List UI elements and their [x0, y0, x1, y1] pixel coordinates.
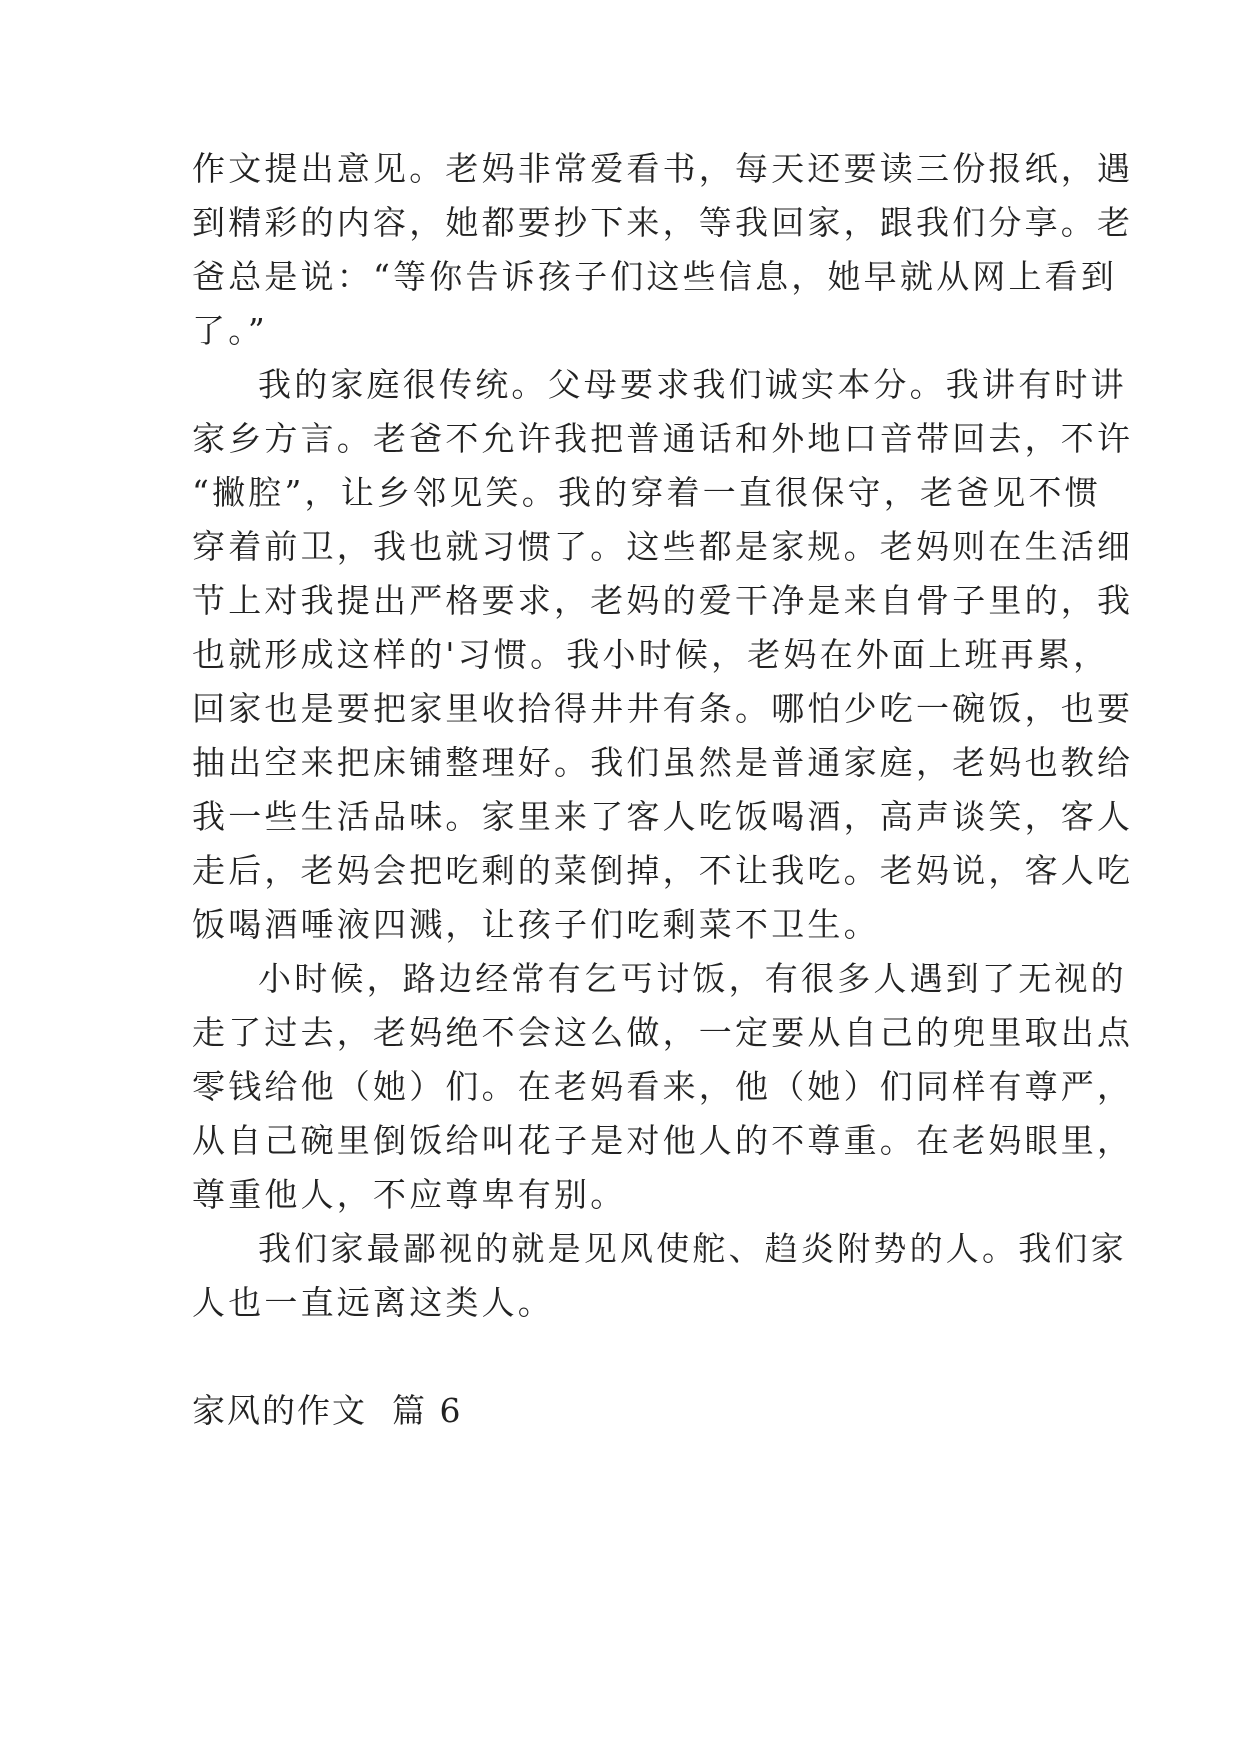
text-line: 爸总是说：“等你告诉孩子们这些信息，她早就从网上看到	[192, 257, 1118, 296]
text-line: 走后，老妈会把吃剩的菜倒掉，不让我吃。老妈说，客人吃	[192, 851, 1134, 890]
text-line: 节上对我提出严格要求，老妈的爱干净是来自骨子里的，我	[192, 581, 1134, 620]
text-line: 到精彩的内容，她都要抄下来，等我回家，跟我们分享。老	[192, 203, 1134, 242]
text-line: 小时候，路边经常有乞丐讨饭，有很多人遇到了无视的	[258, 959, 1127, 998]
text-line: 家乡方言。老爸不允许我把普通话和外地口音带回去，不许	[192, 419, 1134, 458]
text-line: 尊重他人，不应尊卑有别。	[192, 1175, 627, 1214]
text-line: 从自己碗里倒饭给叫花子是对他人的不尊重。在老妈眼里，	[192, 1121, 1134, 1160]
section-heading: 家风的作文 篇 6	[192, 1391, 463, 1430]
text-line: 穿着前卫，我也就习惯了。这些都是家规。老妈则在生活细	[192, 527, 1134, 566]
text-line: 抽出空来把床铺整理好。我们虽然是普通家庭，老妈也教给	[192, 743, 1134, 782]
text-line: 走了过去，老妈绝不会这么做，一定要从自己的兜里取出点	[192, 1013, 1134, 1052]
text-line: 零钱给他（她）们。在老妈看来，他（她）们同样有尊严，	[192, 1067, 1134, 1106]
text-line: 我的家庭很传统。父母要求我们诚实本分。我讲有时讲	[258, 365, 1127, 404]
text-line: 也就形成这样的'习惯。我小时候，老妈在外面上班再累，	[192, 635, 1110, 674]
text-line: “撇腔”，让乡邻见笑。我的穿着一直很保守，老爸见不惯	[192, 473, 1101, 512]
text-line: 饭喝酒唾液四溅，让孩子们吃剩菜不卫生。	[192, 905, 880, 944]
text-line: 我一些生活品味。家里来了客人吃饭喝酒，高声谈笑，客人	[192, 797, 1134, 836]
text-line: 作文提出意见。老妈非常爱看书，每天还要读三份报纸，遇	[192, 149, 1134, 188]
text-line: 了。”	[192, 311, 268, 350]
text-line: 回家也是要把家里收拾得井井有条。哪怕少吃一碗饭，也要	[192, 689, 1134, 728]
text-line: 人也一直远离这类人。	[192, 1283, 554, 1322]
text-line: 我们家最鄙视的就是见风使舵、趋炎附势的人。我们家	[258, 1229, 1127, 1268]
